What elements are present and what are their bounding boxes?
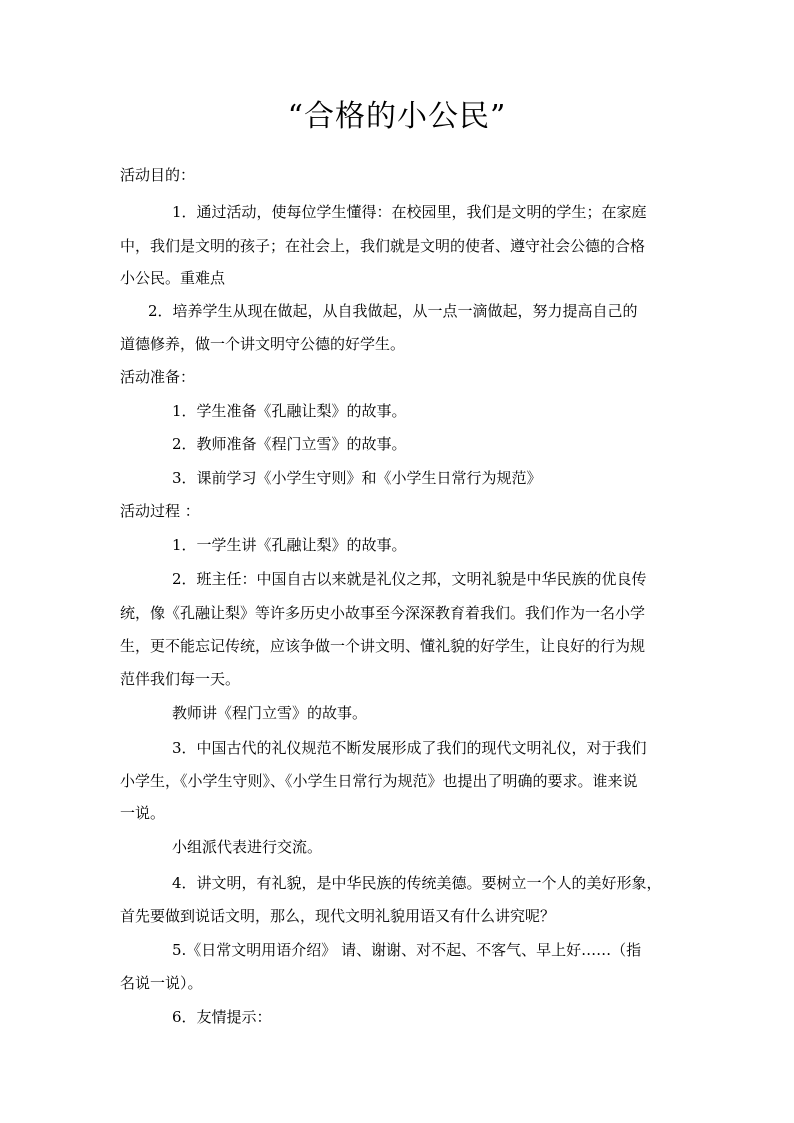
document-title: “合格的小公民” [287,99,507,134]
